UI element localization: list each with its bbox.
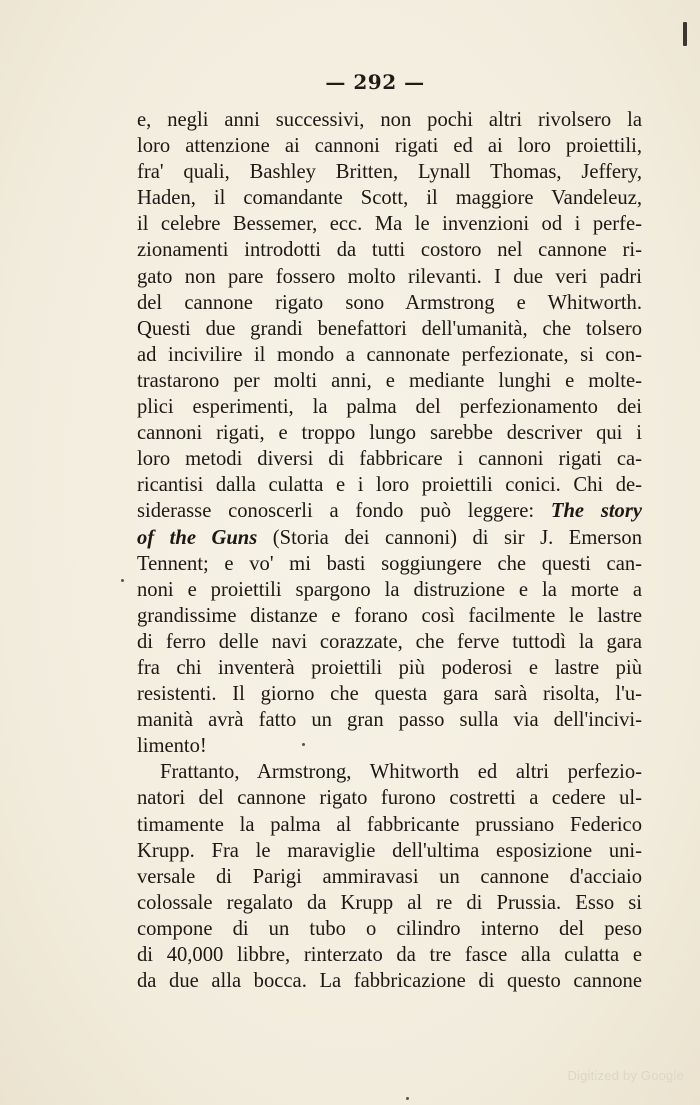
digitization-watermark: Digitized by Google xyxy=(567,1068,684,1083)
page-number: — 292 — xyxy=(325,70,425,94)
page-header xyxy=(0,70,700,94)
text-line: fra' quali, Bashley Britten, Lynall Thomas, Jeffery, xyxy=(137,161,642,184)
ink-speck xyxy=(302,743,305,746)
text-line: ricantisi dalla culatta e i loro proiettili conici. Chi de- xyxy=(137,474,642,497)
text-line: fra chi inventerà proiettili più poderosi e lastre più xyxy=(137,656,642,679)
body-text xyxy=(137,107,642,994)
page-edge-mark xyxy=(683,22,687,46)
text-line: manità avrà fatto un gran passo sulla via dell'incivi- xyxy=(137,709,642,732)
text-line-part: siderasse conoscerli a fondo può leggere: xyxy=(137,500,535,523)
text-line-with-title xyxy=(137,498,642,524)
text-line: plici esperimenti, la palma del perfezionamento dei xyxy=(137,396,642,419)
text-line: timamente la palma al fabbricante prussiano Federico xyxy=(137,813,642,836)
text-line: da due alla bocca. La fabbricazione di questo cannone xyxy=(137,970,642,993)
text-line: compone di un tubo o cilindro interno del peso xyxy=(137,917,642,940)
text-line: Krupp. Fra le maraviglie dell'ultima esposizione uni- xyxy=(137,839,642,862)
text-line: gato non pare fossero molto rilevanti. I due veri padri xyxy=(137,265,642,288)
text-line: trastarono per molti anni, e mediante lunghi e molte- xyxy=(137,369,642,392)
text-line: noni e proiettili spargono la distruzione e la morte a xyxy=(137,578,642,601)
text-line: di ferro delle navi corazzate, che ferve tuttodì la gara xyxy=(137,630,642,653)
ink-speck xyxy=(406,1097,409,1100)
ink-speck xyxy=(121,579,124,582)
text-line: colossale regalato da Krupp al re di Prussia. Esso si xyxy=(137,891,642,914)
text-line: ad incivilire il mondo a cannonate perfezionate, si con- xyxy=(137,343,642,366)
text-line: il celebre Bessemer, ecc. Ma le invenzioni od i perfe- xyxy=(137,213,642,236)
text-line: Haden, il comandante Scott, il maggiore Vandeleuz, xyxy=(137,187,642,210)
text-line: versale di Parigi ammiravasi un cannone d'acciaio xyxy=(137,865,642,888)
book-title: of the Guns xyxy=(137,526,258,549)
book-title: The story xyxy=(550,500,643,523)
text-line: limento! xyxy=(137,735,207,758)
text-line: Tennent; e vo' mi basti soggiungere che questi can- xyxy=(137,552,642,575)
text-line: resistenti. Il giorno che questa gara sarà risolta, l'u- xyxy=(137,683,642,706)
text-line: zionamenti introdotti da tutti costoro nel cannone ri- xyxy=(137,239,642,262)
text-line-with-title xyxy=(137,525,642,551)
text-line: grandissime distanze e forano così facilmente le lastre xyxy=(137,604,642,627)
text-line: Frattanto, Armstrong, Whitworth ed altri perfezio- xyxy=(160,761,642,784)
text-line: loro metodi diversi di fabbricare i cannoni rigati ca- xyxy=(137,448,642,471)
text-line: loro attenzione ai cannoni rigati ed ai loro proiettili, xyxy=(137,135,642,158)
text-line: e, negli anni successivi, non pochi altri rivolsero la xyxy=(137,109,642,131)
text-line: Questi due grandi benefattori dell'umanità, che tolsero xyxy=(137,317,642,340)
text-line: di 40,000 libbre, rinterzato da tre fasce alla culatta e xyxy=(137,944,642,966)
text-line: cannoni rigati, e troppo lungo sarebbe descriver qui i xyxy=(137,422,642,445)
text-line: del cannone rigato sono Armstrong e Whitworth. xyxy=(137,291,642,314)
text-line: natori del cannone rigato furono costretti a cedere ul- xyxy=(137,787,642,810)
text-line-part: (Storia dei cannoni) di sir J. Emerson xyxy=(272,526,642,549)
